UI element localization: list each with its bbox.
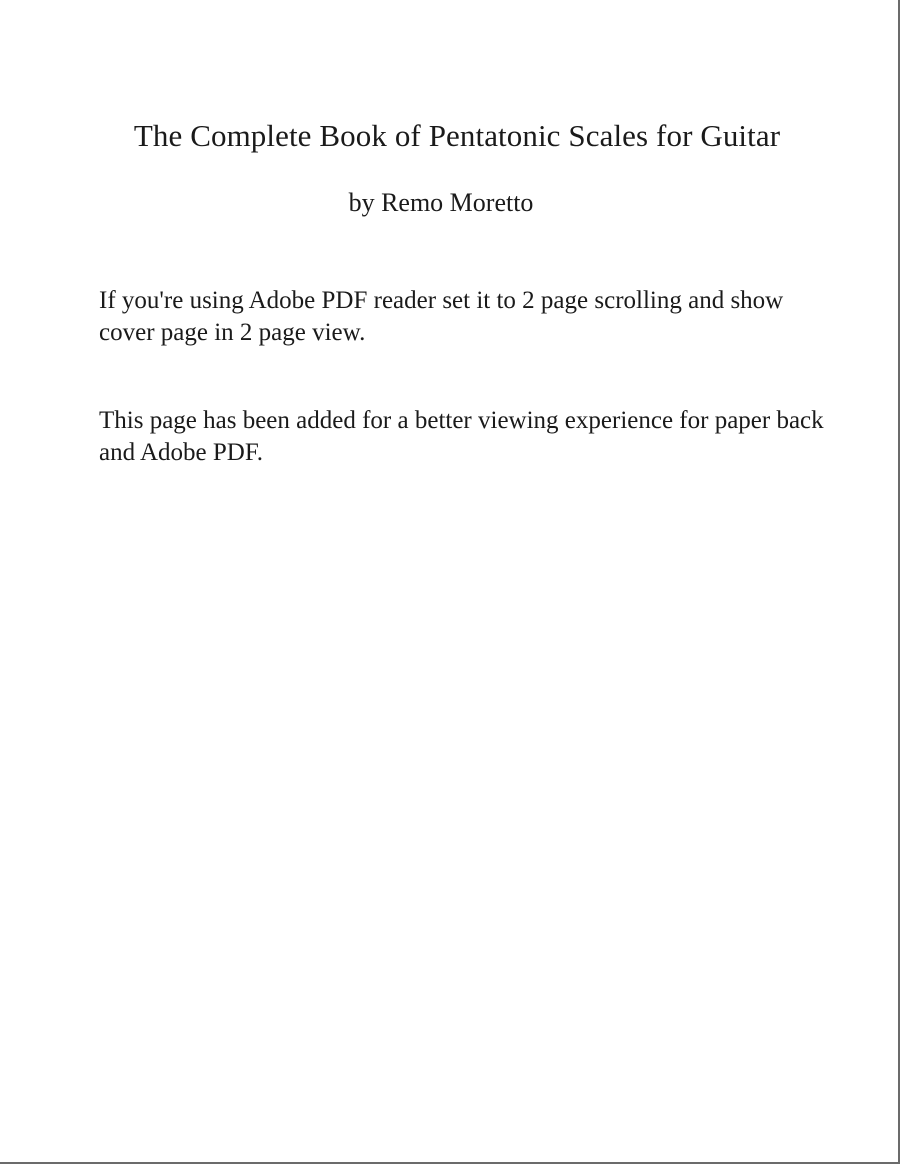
viewing-note-paragraph: This page has been added for a better viewing experience for paper back and Adobe PDF.	[99, 407, 824, 466]
book-title: The Complete Book of Pentatonic Scales for Guitar	[133, 118, 781, 153]
reader-settings-paragraph: If you're using Adobe PDF reader set it to 2 page scrolling and show cover page in 2 page view.	[99, 287, 784, 346]
author-line: by Remo Moretto	[348, 188, 534, 217]
